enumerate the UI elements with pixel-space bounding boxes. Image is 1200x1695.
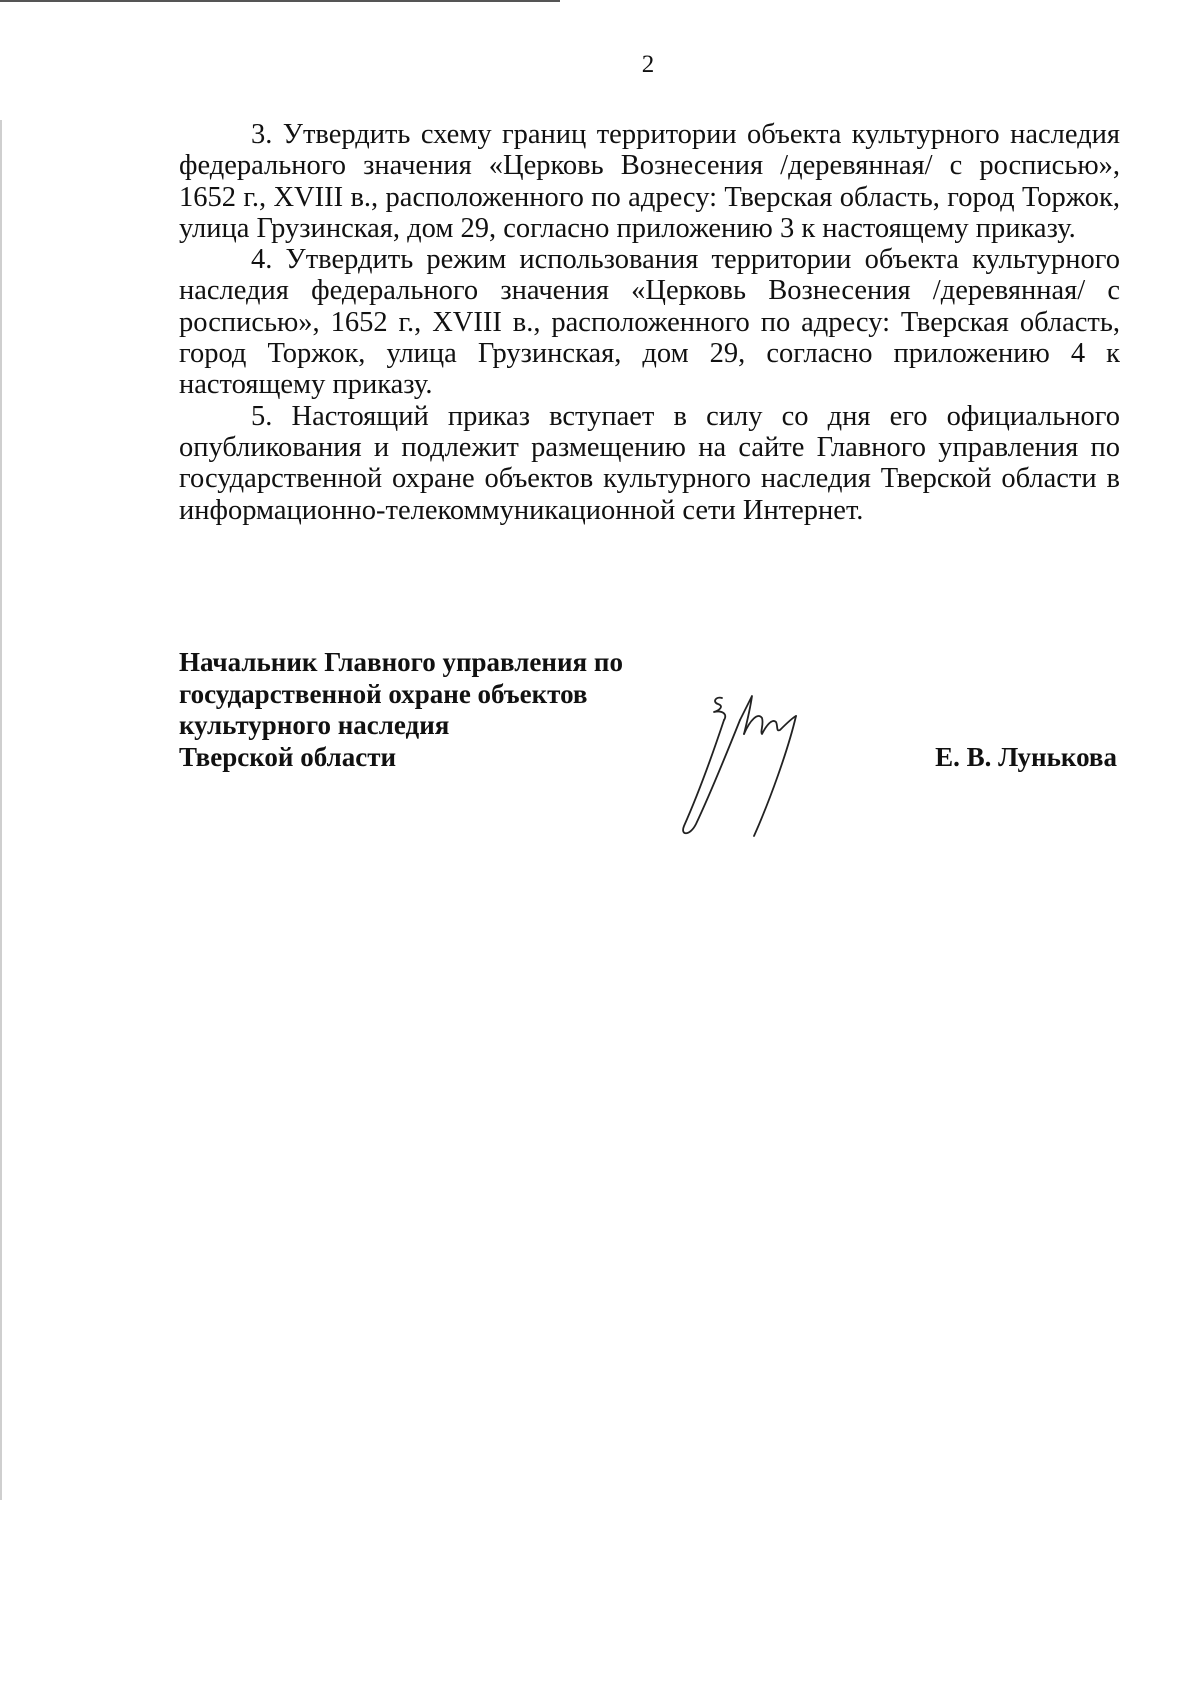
handwritten-signature (670, 690, 860, 840)
signatory-position-line: культурного наследия (179, 710, 450, 740)
signatory-position-line: Тверской области (179, 741, 397, 772)
page-number: 2 (641, 51, 655, 78)
signatory-position-line: государственной охране объектов (179, 678, 588, 709)
signatory-name: Е. В. Лунькова (935, 742, 1117, 772)
scan-left-edge (0, 120, 2, 1500)
signatory-position-line: Начальник Главного управления по (179, 647, 623, 677)
paragraph-3: 3. Утвердить схему границ территории объекта культурного наследия федерального значения «Церковь Вознесения /деревянная/ с росписью», 1652 г., XVIII в., расположенного по адресу: Тверская область, город Торжок, улица Грузинская, дом 29, согласно приложению 3 к настоящему приказу. (179, 119, 1120, 244)
scan-top-edge (0, 0, 560, 2)
paragraph-5: 5. Настоящий приказ вступает в силу со дня его официального опубликования и подлежит размещению на сайте Главного управления по государственной охране объектов культурного наследия Тверской области в информационно-телекоммуникационной сети Интернет. (179, 400, 1120, 526)
paragraph-4: 4. Утвердить режим использования территории объекта культурного наследия федерального значения «Церковь Вознесения /деревянная/ с росписью», 1652 г., XVIII в., расположенного по адресу: Тверская область, город Торжок, улица Грузинская, дом 29, согласно приложению 4 к настоящему приказу. (179, 244, 1120, 401)
signatory-position (179, 647, 623, 773)
document-body (179, 119, 1120, 526)
